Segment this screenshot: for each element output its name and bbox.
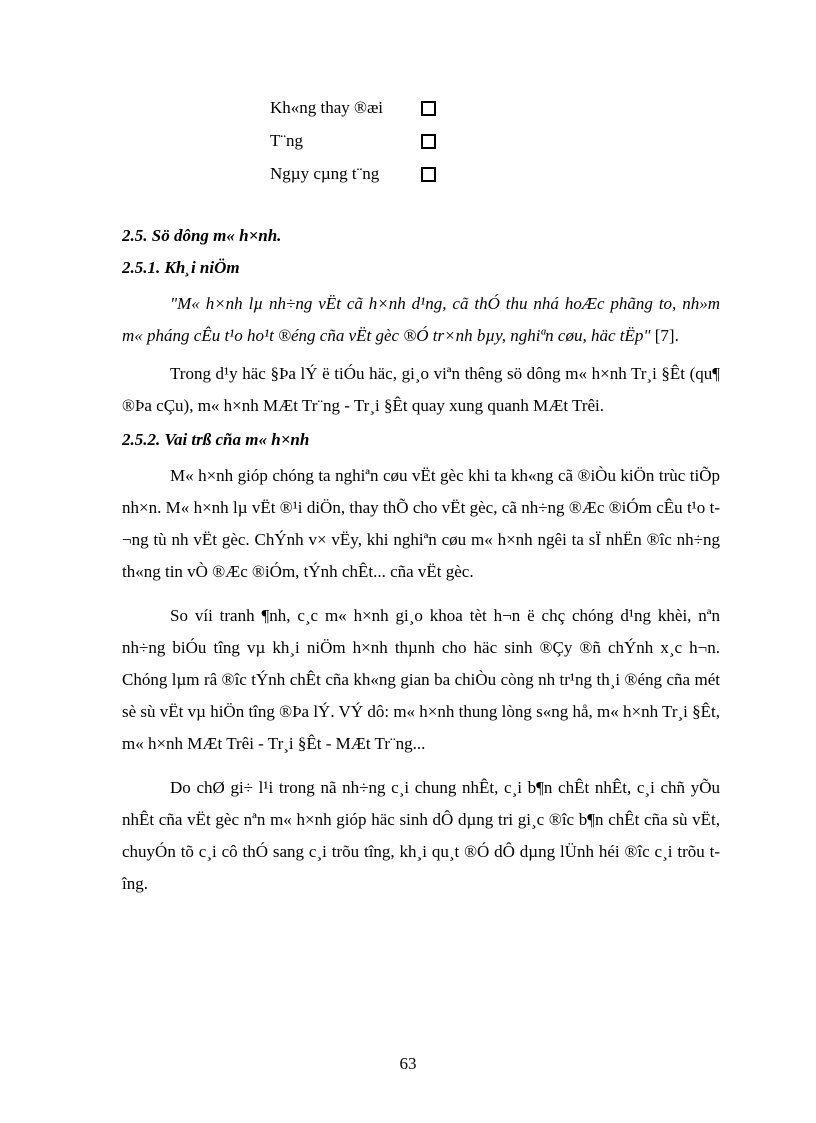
subsection-heading-concept: 2.5.1. Kh¸i niÖm — [122, 258, 240, 277]
checkbox-icon — [421, 134, 436, 149]
body-paragraph: So víi tranh ¶nh, c¸c m« h×nh gi¸o khoa tèt h¬n ë chç chóng d¹ng khèi, nªn nh÷ng biÓu tîng vµ kh¸i niÖm h×nh thµnh cho häc sinh ®Çy ®ñ chÝnh x¸c h¬n. Chóng lµm râ ®îc tÝnh chÊt cña kh«ng gian ba chiÒu còng nh tr¹ng th¸i ®éng cña mét sè sù vËt vµ hiÖn tîng ®Þa lÝ. VÝ dô: m« h×nh thung lòng s«ng hå, m« h×nh Tr¸i §Êt, m« h×nh MÆt Trêi - Tr¸i §Êt - MÆt Tr¨ng... — [122, 606, 720, 753]
option-label: Kh«ng thay ®æi — [270, 98, 384, 117]
body-paragraph: M« h×nh gióp chóng ta nghiªn cøu vËt gèc khi ta kh«ng cã ®iÒu kiÖn trùc tiÕp nh×n. M« h×nh lµ vËt ®¹i diÖn, thay thÕ cho vËt gèc, cã nh÷ng ®Æc ®iÓm cÊu t¹o t¬ng tù nh vËt gèc. ChÝnh v× vËy, khi nghiªn cøu m« h×nh ngêi ta sÏ nhËn ®îc nh÷ng th«ng tin vÒ ®Æc ®iÓm, tÝnh chÊt... cña vËt gèc. — [122, 466, 720, 581]
subsection-heading-role: 2.5.2. Vai trß cña m« h×nh — [122, 430, 310, 449]
option-checklist — [270, 95, 440, 194]
checkbox-icon — [421, 167, 436, 182]
definition-paragraph — [122, 288, 720, 352]
document-body — [122, 224, 720, 900]
citation: [7]. — [650, 326, 679, 345]
definition-quote: "M« h×nh lµ nh÷ng vËt cã h×nh d¹ng, cã thÓ thu nhá hoÆc phãng to, nh»m m« pháng cÊu t¹o ho¹t ®éng cña vËt gèc ®Ó tr×nh bµy, nghiªn cøu, häc tËp" — [122, 294, 720, 345]
option-label: Ngµy cµng t¨ng — [270, 164, 380, 183]
option-label: T¨ng — [270, 131, 304, 150]
body-paragraph: Trong d¹y häc §Þa lÝ ë tiÓu häc, gi¸o viªn thêng sö dông m« h×nh Tr¸i §Êt (qu¶ ®Þa cÇu), m« h×nh MÆt Tr¨ng - Tr¸i §Êt quay xung quanh MÆt Trêi. — [122, 364, 720, 415]
option-row-no-change — [270, 95, 440, 128]
option-row-increasing — [270, 161, 440, 194]
option-row-increase — [270, 128, 440, 161]
page-number: 63 — [399, 1054, 417, 1073]
checkbox-icon — [421, 101, 436, 116]
body-paragraph: Do chØ gi÷ l¹i trong nã nh÷ng c¸i chung nhÊt, c¸i b¶n chÊt nhÊt, c¸i chñ yÕu nhÊt cña vËt gèc nªn m« h×nh gióp häc sinh dÔ dµng tri gi¸c ®îc b¶n chÊt cña sù vËt, chuyÓn tõ c¸i cô thÓ sang c¸i trõu tîng, kh¸i qu¸t ®Ó dÔ dµng lÜnh héi ®îc c¸i trõu tîng. — [122, 778, 720, 893]
section-heading: 2.5. Sö dông m« h×nh. — [122, 226, 282, 245]
